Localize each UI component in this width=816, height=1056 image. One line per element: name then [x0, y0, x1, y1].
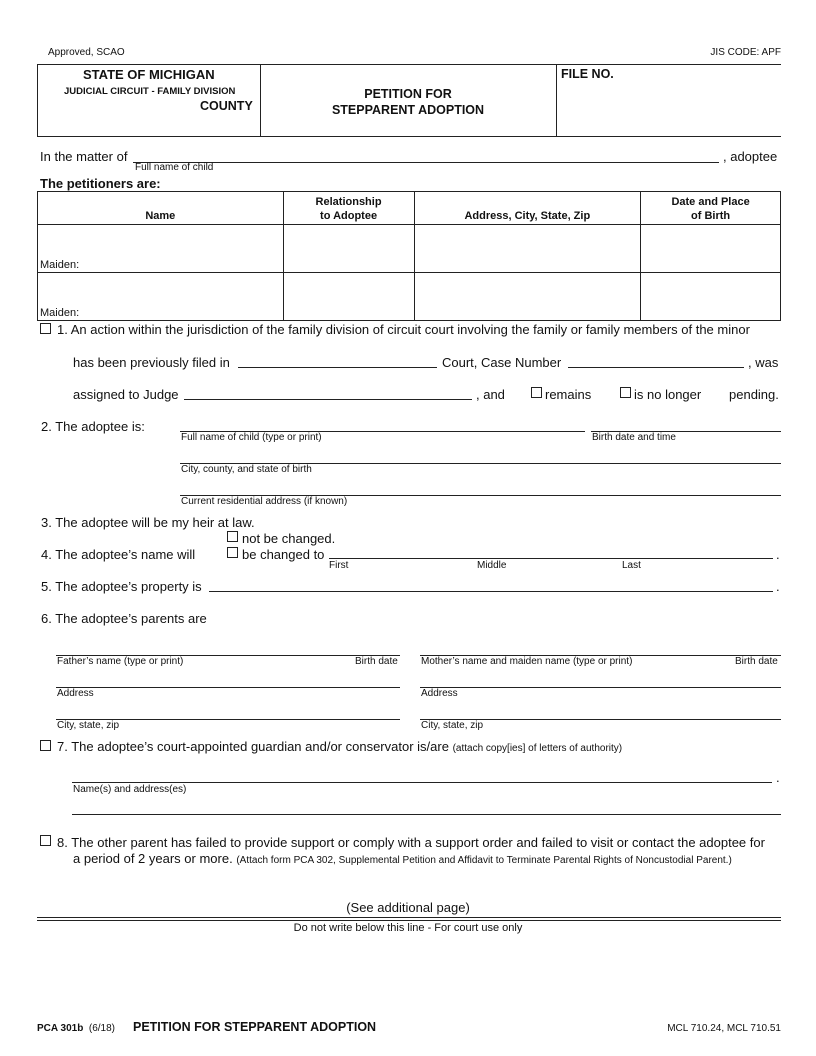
table-header-row — [38, 192, 781, 225]
item1-checkbox[interactable] — [40, 323, 51, 334]
caption-address: Current residential address (if known) — [181, 496, 348, 507]
item1-filed-in: has been previously filed in — [73, 355, 230, 370]
item4-label: 4. The adoptee’s name will — [41, 547, 196, 562]
relationship-cell[interactable] — [283, 225, 414, 273]
petitioners-table — [37, 191, 781, 321]
child-name-field[interactable] — [133, 162, 719, 163]
be-changed-checkbox[interactable] — [227, 547, 238, 558]
item8-text: 8. The other parent has failed to provide support or comply with a support order and failed to visit or contact the adoptee for — [57, 835, 765, 850]
birth-cell[interactable] — [641, 225, 781, 273]
no-longer-label: is no longer — [634, 387, 702, 402]
caption-middle: Middle — [477, 560, 507, 571]
caption-last: Last — [622, 560, 641, 571]
no-longer-checkbox[interactable] — [620, 387, 631, 398]
item5-text: 5. The adoptee’s property is — [41, 579, 202, 594]
jis-code: JIS CODE: APF — [710, 47, 781, 58]
footer-title: PETITION FOR STEPPARENT ADOPTION — [133, 1020, 377, 1034]
not-changed-label: not be changed. — [242, 531, 336, 546]
item1-case-number: Court, Case Number — [442, 355, 562, 370]
mother-city-caption: City, state, zip — [421, 720, 484, 731]
remains-label: remains — [545, 387, 592, 402]
col-relationship: Relationship to Adoptee — [283, 192, 414, 225]
approved-text: Approved, SCAO — [48, 47, 125, 58]
col-name: Name — [38, 192, 284, 225]
court-use-note: Do not write below this line - For court use only — [293, 922, 523, 934]
state-name: STATE OF MICHIGAN — [83, 67, 215, 82]
be-changed-label: be changed to — [242, 547, 325, 562]
not-changed-checkbox[interactable] — [227, 531, 238, 542]
circuit-label: JUDICIAL CIRCUIT - FAMILY DIVISION — [64, 86, 236, 97]
property-field[interactable] — [209, 591, 773, 592]
see-additional: (See additional page) — [346, 900, 470, 915]
form-title: PETITION FOR STEPPARENT ADOPTION — [331, 87, 485, 117]
father-city-caption: City, state, zip — [57, 720, 120, 731]
file-no-label: FILE NO. — [561, 67, 614, 81]
address-cell[interactable] — [414, 225, 641, 273]
item1-was: , was — [748, 355, 779, 370]
maiden-cell[interactable]: Maiden: — [38, 273, 284, 321]
mother-address-caption: Address — [421, 688, 458, 699]
item7-text: 7. The adoptee’s court-appointed guardian and/or conservator is/are (attach copy[ies] of letters of authority) — [57, 739, 623, 754]
father-birth-caption: Birth date — [355, 656, 398, 667]
item4-period: . — [776, 547, 780, 562]
item7-period: . — [776, 770, 780, 785]
remains-checkbox[interactable] — [531, 387, 542, 398]
court-field[interactable] — [238, 367, 437, 368]
caption-birth: Birth date and time — [592, 432, 676, 443]
county-label: COUNTY — [200, 99, 253, 113]
guardian-caption: Name(s) and address(es) — [73, 784, 187, 795]
divider-line — [37, 917, 781, 918]
col-birth: Date and Place of Birth — [641, 192, 781, 225]
table-row — [38, 273, 781, 321]
judge-field[interactable] — [184, 399, 472, 400]
item6-text: 6. The adoptee’s parents are — [41, 611, 207, 626]
birth-cell[interactable] — [641, 273, 781, 321]
matter-suffix: , adoptee — [723, 149, 778, 164]
item7-checkbox[interactable] — [40, 740, 51, 751]
col-address: Address, City, State, Zip — [414, 192, 641, 225]
item1-text: 1. An action within the jurisdiction of the family division of circuit court involving the family or family members of the minor — [57, 322, 750, 337]
table-row — [38, 225, 781, 273]
caption-first: First — [329, 560, 349, 571]
mcl-reference: MCL 710.24, MCL 710.51 — [667, 1023, 781, 1034]
petitioners-heading: The petitioners are: — [40, 176, 161, 191]
item5-period: . — [776, 579, 780, 594]
father-address-field[interactable] — [56, 687, 400, 688]
mother-name-caption: Mother’s name and maiden name (type or print) — [421, 656, 633, 667]
address-cell[interactable] — [414, 273, 641, 321]
guardian-field-2[interactable] — [72, 814, 781, 815]
divider-line — [37, 920, 781, 921]
new-name-field[interactable] — [329, 558, 773, 559]
matter-prefix: In the matter of — [40, 149, 128, 164]
caption-city: City, county, and state of birth — [181, 464, 312, 475]
father-address-caption: Address — [57, 688, 94, 699]
child-name-caption: Full name of child — [135, 162, 214, 173]
item8-line2: a period of 2 years or more. (Attach form PCA 302, Supplemental Petition and Affidavit to Terminate Parental Rights of Noncustodial Parent.) — [73, 851, 732, 866]
mother-address-field[interactable] — [420, 687, 781, 688]
item8-checkbox[interactable] — [40, 835, 51, 846]
item2-label: 2. The adoptee is: — [41, 419, 145, 434]
caption-name: Full name of child (type or print) — [181, 432, 322, 443]
mother-birth-caption: Birth date — [735, 656, 778, 667]
case-number-field[interactable] — [568, 367, 744, 368]
guardian-field[interactable] — [72, 782, 772, 783]
item1-and: , and — [476, 387, 505, 402]
maiden-cell[interactable]: Maiden: — [38, 225, 284, 273]
father-name-caption: Father’s name (type or print) — [57, 656, 184, 667]
item3-text: 3. The adoptee will be my heir at law. — [41, 515, 255, 530]
item1-judge: assigned to Judge — [73, 387, 179, 402]
pending-label: pending. — [729, 387, 779, 402]
form-number: PCA 301b (6/18) — [37, 1023, 116, 1034]
relationship-cell[interactable] — [283, 273, 414, 321]
